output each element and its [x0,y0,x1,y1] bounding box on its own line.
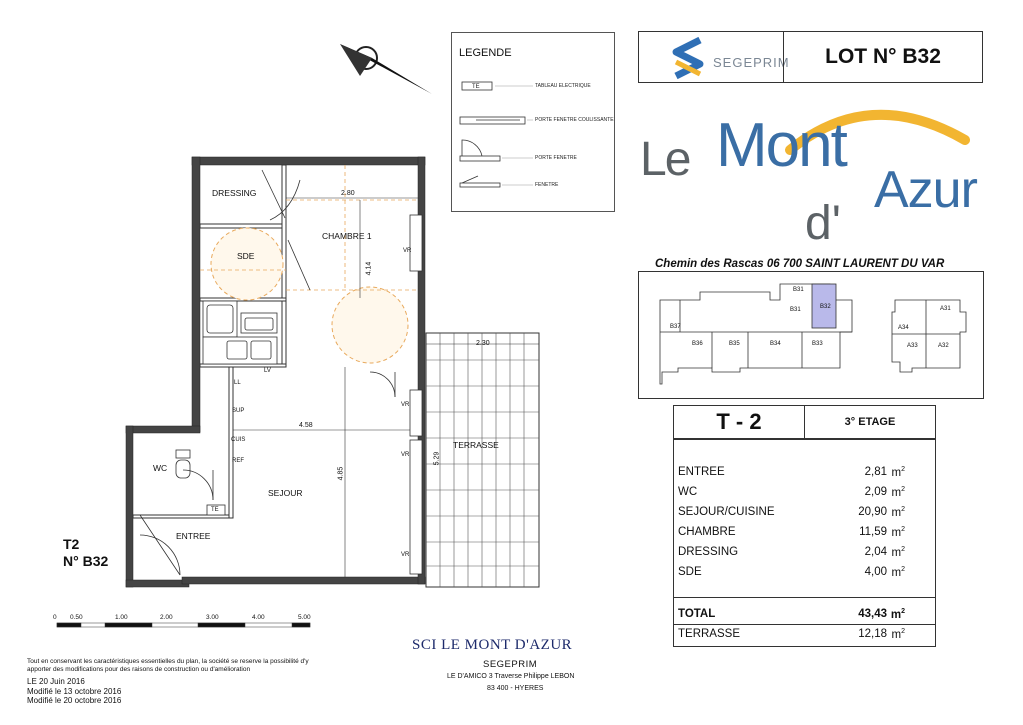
mark-vr: VR [403,248,412,254]
surface-unit: $m^2$ [891,566,905,579]
surface-unit: $m^2$ [891,506,905,519]
surface-name: CHAMBRE [678,526,736,538]
legend-item: FENETRE [535,182,559,188]
disclaimer: Tout en conservant les caractéristiques essentielles du plan, la société se reserve la possibilité d'y apporter des modifications pour des raisons de construction ou d'amélioration [27,658,309,673]
room-label-chambre: CHAMBRE 1 [322,231,372,241]
room-label-wc: WC [153,463,168,473]
surface-unit: $m^2$ [891,466,905,479]
north-arrow-icon [340,44,432,94]
keyplan-label: A34 [898,325,909,331]
surface-value: 2,81 [864,466,887,478]
revision-date: Modifié le 13 octobre 2016 [27,686,122,696]
terrasse-name: TERRASSE [678,628,740,640]
scale-label: 5.00 [298,614,311,621]
surface-value: 11,59 [859,526,887,538]
surface-unit: $m^2$ [891,526,905,539]
project-address: Chemin des Rascas 06 700 SAINT LAURENT DU VAR [655,258,945,270]
room-label-terrasse: TERRASSE [453,440,499,450]
dimension-label: 5.29 [433,451,441,466]
keyplan-label: B34 [770,341,781,347]
keyplan-label: B33 [812,341,823,347]
total-unit: $m^2$ [890,608,905,621]
mark-ref: REF [232,458,244,464]
room-label-dressing: DRESSING [212,188,257,198]
company-city: 83 400 - HYERES [487,685,544,692]
scale-label: 3.00 [206,614,219,621]
mark-vr: VR [401,552,410,558]
legend-item: PORTE FENETRE COULISSANTE [535,117,614,123]
dimension-label: 4.85 [337,466,345,481]
terrace-grid [426,333,539,587]
mark-sup: SUP [232,408,245,414]
mark-lv: LV [264,368,271,374]
revision-date: Modifié le 20 octobre 2016 [27,696,122,705]
scale-label: 0.50 [70,614,83,621]
company-address: LE D'AMICO 3 Traverse Philippe LEBON [447,673,575,680]
legend-item: TABLEAU ELECTRIQUE [535,83,591,89]
legend-te-symbol: TE [472,84,480,90]
mark-vr: VR [401,452,410,458]
dimension-label: 4.58 [299,422,313,429]
room-label-sde: SDE [237,251,255,261]
surface-name: DRESSING [678,546,739,558]
revision-dates [27,677,121,706]
surface-unit: $m^2$ [891,546,905,559]
mark-ll: LL [234,380,241,386]
unit-type: T - 2 [673,405,805,439]
keyplan-label: B31 [790,307,801,313]
unit-plan-type: T2 [63,536,80,552]
dimension-label: 2.30 [476,340,490,347]
logo-azur: Azur [874,161,977,219]
surface-row [678,526,933,542]
legend-title: LEGENDE [459,47,512,59]
lot-number: LOT N° B32 [783,31,983,83]
keyplan-label: A31 [940,306,951,312]
logo-le: Le [640,133,690,186]
scale-label: 1.00 [115,614,128,621]
keyplan-label: A33 [907,343,918,349]
exterior-walls [126,157,425,587]
surface-name: ENTREE [678,466,725,478]
legend-item: PORTE FENETRE [535,155,577,161]
surface-value: 2,09 [864,486,887,498]
scale-label: 4.00 [252,614,265,621]
scale-bar [57,623,310,627]
keyplan-label: B31 [793,287,804,293]
keyplan-label: B35 [729,341,740,347]
unit-plan-label [63,536,108,570]
mark-vr: VR [401,402,410,408]
surface-name: WC [678,486,698,498]
brand-name: SEGEPRIM [713,55,790,70]
revision-date: LE 20 Juin 2016 [27,677,85,686]
scale-label: 0 [53,614,57,621]
logo-mont: Mont [716,111,846,180]
dimension-label: 2.80 [341,190,355,197]
surface-row [678,506,933,522]
scale-label: 2.00 [160,614,173,621]
mark-te: TE [211,507,219,513]
company-name: SCI LE MONT D'AZUR [412,637,573,653]
surface-name: SEJOUR/CUISINE [678,506,775,518]
logo-d: d' [805,197,841,250]
room-label-entree: ENTREE [176,531,211,541]
divider [674,597,935,598]
surface-name: SDE [678,566,702,578]
total-value: 43,43 [858,608,887,620]
terrasse-unit: $m^2$ [891,628,905,641]
divider [674,624,935,625]
surface-row [678,466,933,482]
terrasse-row [678,628,933,644]
key-plan [638,271,984,399]
surface-unit: $m^2$ [891,486,905,499]
keyplan-label-highlight: B32 [820,304,831,310]
total-name: TOTAL [678,608,716,620]
company-segeprim: SEGEPRIM [483,659,538,670]
surface-value: 20,90 [858,506,887,518]
unit-floor: 3° ETAGE [804,405,936,439]
surface-value: 2,04 [864,546,887,558]
dimension-label: 4.14 [365,261,373,276]
keyplan-label: B36 [692,341,703,347]
unit-plan-lot: N° B32 [63,553,109,569]
surface-table [673,439,936,647]
room-label-sejour: SEJOUR [268,488,303,498]
mark-cuis: CUIS [231,437,246,443]
surface-row [678,546,933,562]
total-row [678,608,933,624]
terrasse-value: 12,18 [858,628,887,640]
keyplan-label: B37 [670,324,681,330]
surface-value: 4,00 [864,566,887,578]
surface-row [678,486,933,502]
keyplan-label: A32 [938,343,949,349]
surface-row [678,566,933,582]
